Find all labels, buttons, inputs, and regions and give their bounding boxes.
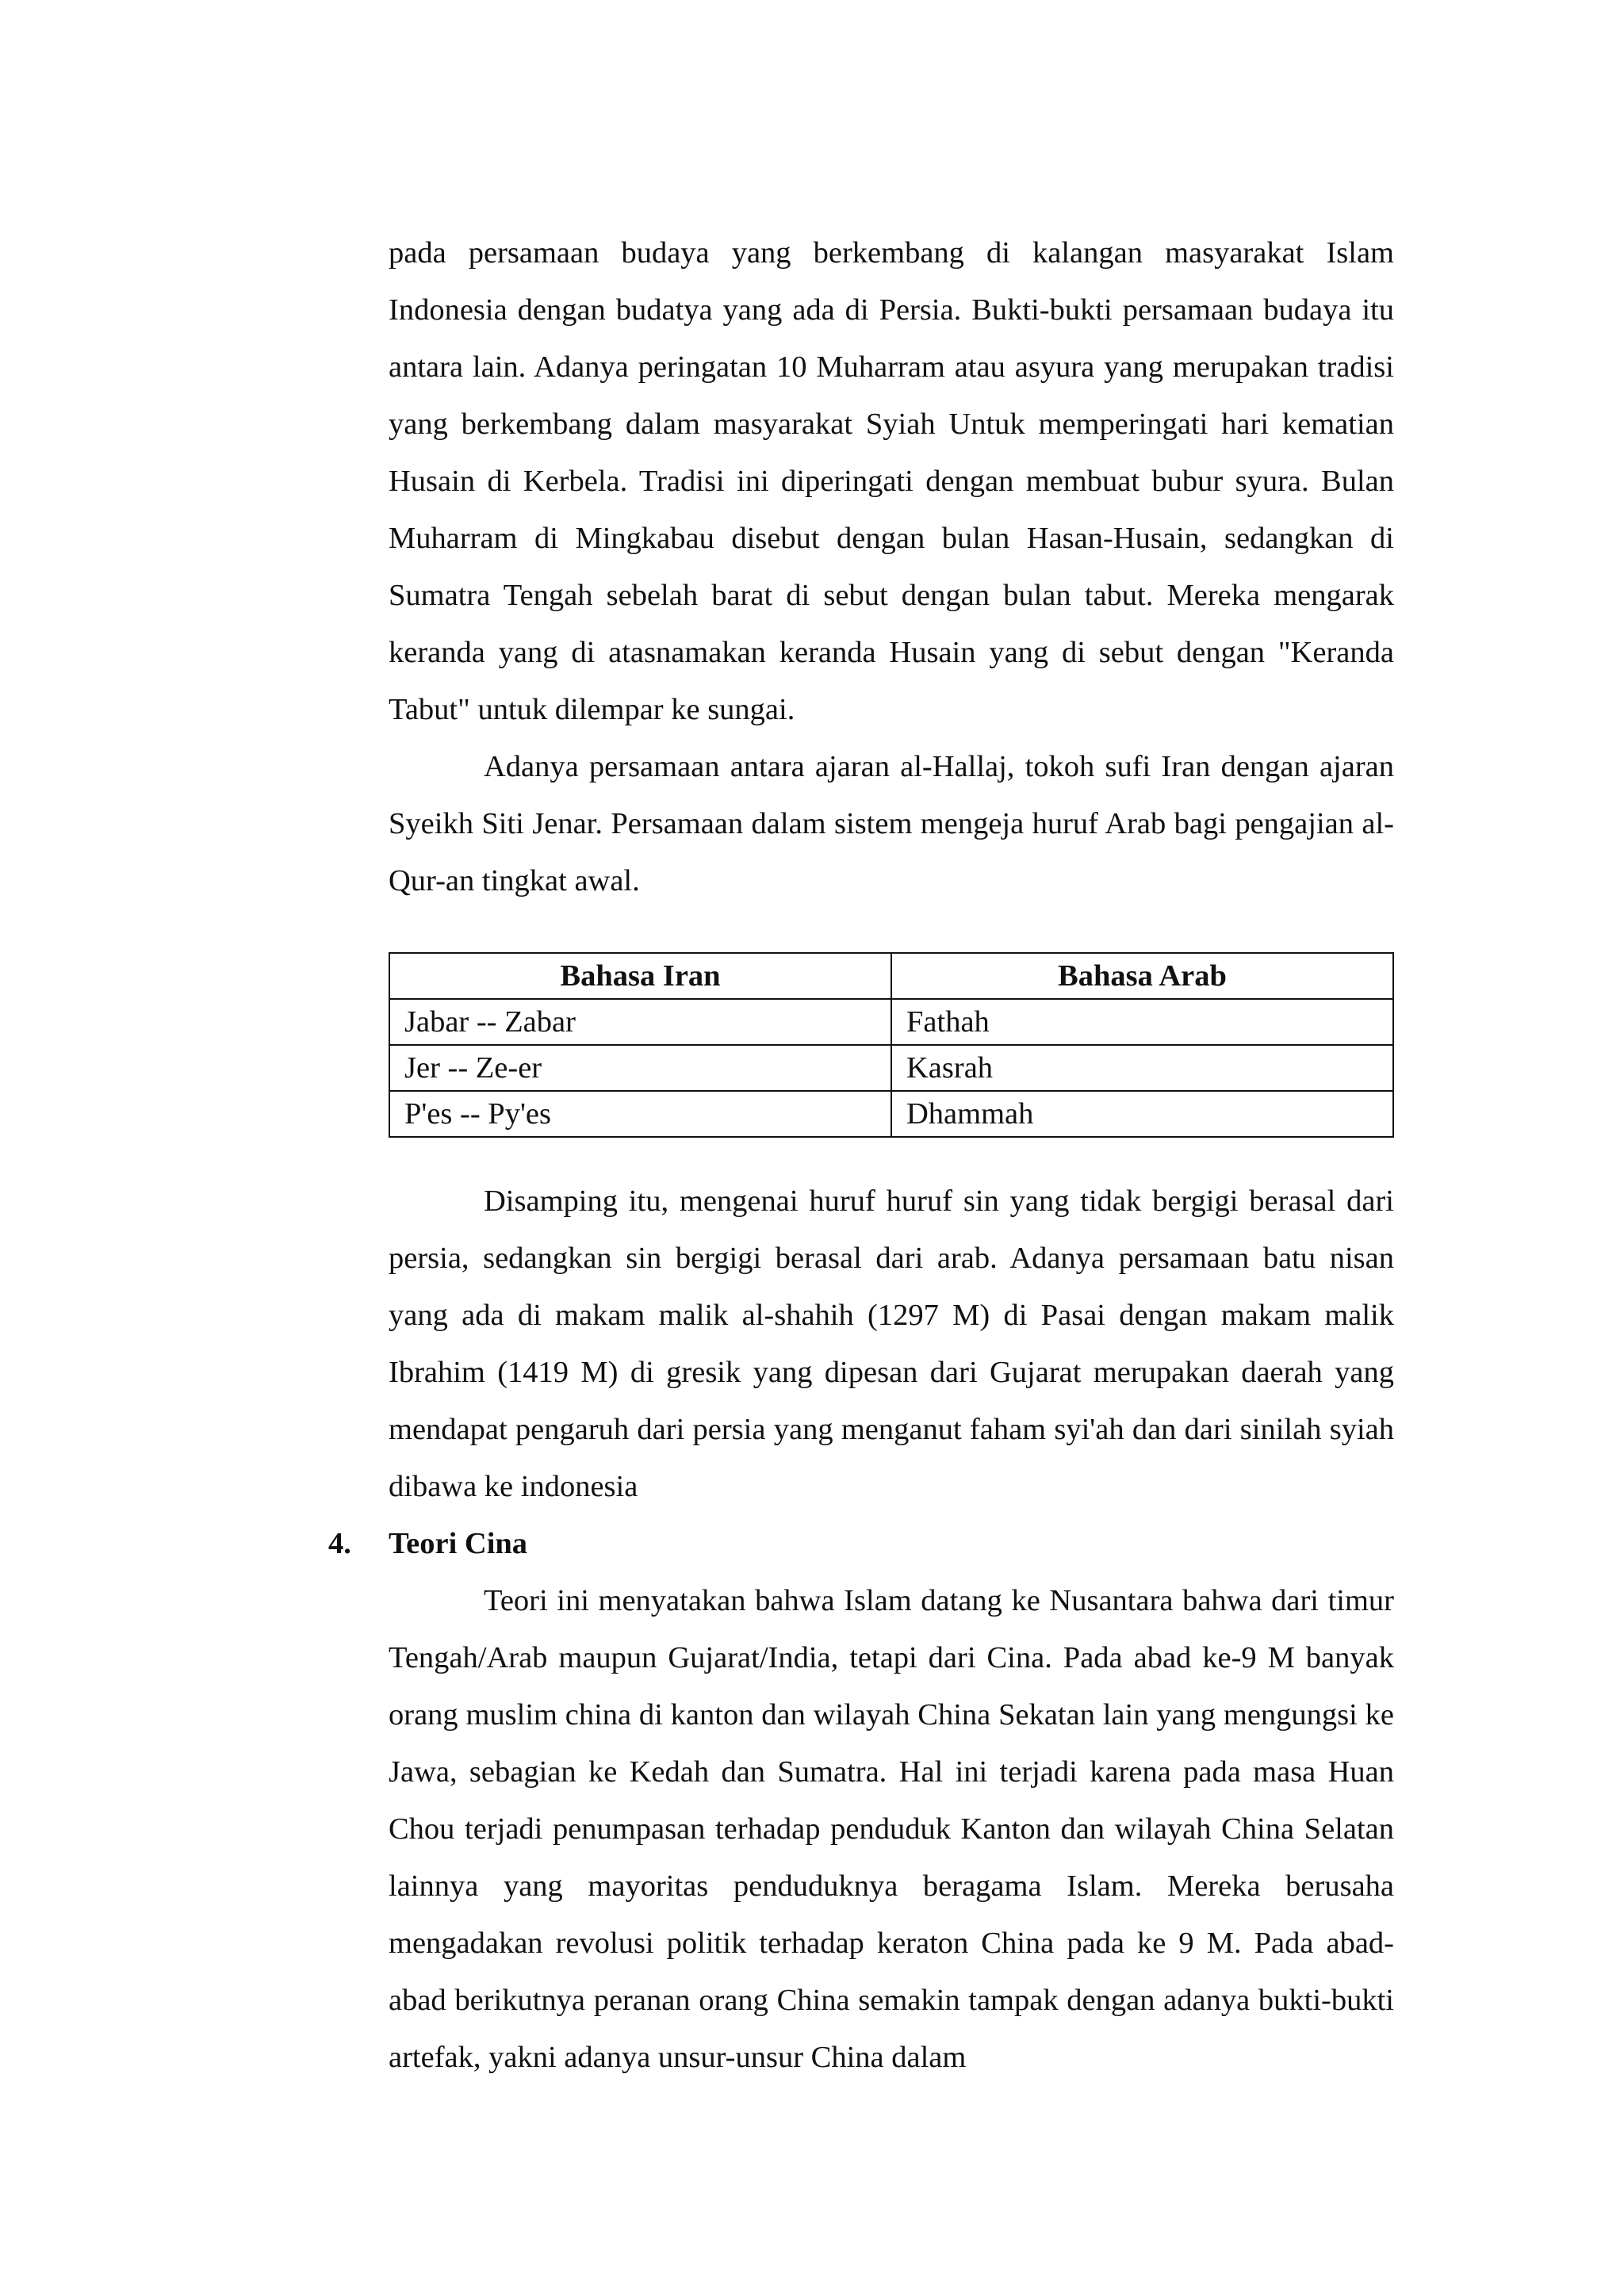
- table-row: [389, 1045, 1393, 1091]
- table-cell: Jabar -- Zabar: [389, 999, 891, 1045]
- paragraph-sin-letter: Disamping itu, mengenai huruf huruf sin yang tidak bergigi berasal dari persia, sedangkan sin bergigi berasal dari arab. Adanya persamaan batu nisan yang ada di makam malik al-shahih (1297 M) di Pasai dengan makam malik Ibrahim (1419 M) di gresik yang dipesan dari Gujarat merupakan daerah yang mendapat pengaruh dari persia yang menganut faham syi'ah dan dari sinilah syiah dibawa ke indonesia: [389, 1184, 1394, 1503]
- table: [389, 952, 1394, 1138]
- table-cell: P'es -- Py'es: [389, 1091, 891, 1137]
- paragraph-al-hallaj: Adanya persamaan antara ajaran al-Hallaj, tokoh sufi Iran dengan ajaran Syeikh Siti Jenar. Persamaan dalam sistem mengeja huruf Arab bagi pengajian al-Qur-an tingkat awal.: [389, 750, 1394, 897]
- table-cell: Dhammah: [891, 1091, 1393, 1137]
- paragraph-persian-culture: pada persamaan budaya yang berkembang di kalangan masyarakat Islam Indonesia dengan budatya yang ada di Persia. Bukti-bukti persamaan budaya itu antara lain. Adanya peringatan 10 Muharram atau asyura yang merupakan tradisi yang berkembang dalam masyarakat Syiah Untuk memperingati hari kematian Husain di Kerbela. Tradisi ini diperingati dengan membuat bubur syura. Bulan Muharram di Mingkabau disebut dengan bulan Hasan-Husain, sedangkan di Sumatra Tengah sebelah barat di sebut dengan bulan tabut. Mereka mengarak keranda yang di atasnamakan keranda Husain yang di sebut dengan "Keranda Tabut" untuk dilempar ke sungai.: [389, 236, 1394, 726]
- table-cell: Fathah: [891, 999, 1393, 1045]
- section-title: Teori Cina: [389, 1527, 528, 1560]
- column-header-bahasa-iran: Bahasa Iran: [389, 953, 891, 999]
- section-number: 4.: [328, 1527, 351, 1560]
- section-heading: [328, 1515, 1394, 1572]
- spelling-comparison-table: [389, 952, 1394, 1138]
- table-header-row: [389, 953, 1393, 999]
- table-cell: Jer -- Ze-er: [389, 1045, 891, 1091]
- table-row: [389, 1091, 1393, 1137]
- column-header-bahasa-arab: Bahasa Arab: [891, 953, 1393, 999]
- paragraph-teori-cina: Teori ini menyatakan bahwa Islam datang ke Nusantara bahwa dari timur Tengah/Arab maupun Gujarat/India, tetapi dari Cina. Pada abad ke-9 M banyak orang muslim china di kanton dan wilayah China Sekatan lain yang mengungsi ke Jawa, sebagian ke Kedah dan Sumatra. Hal ini terjadi karena pada masa Huan Chou terjadi penumpasan terhadap penduduk Kanton dan wilayah China Selatan lainnya yang mayoritas penduduknya beragama Islam. Mereka berusaha mengadakan revolusi politik terhadap keraton China pada ke 9 M. Pada abad-abad berikutnya peranan orang China semakin tampak dengan adanya bukti-bukti artefak, yakni adanya unsur-unsur China dalam: [389, 1584, 1394, 2074]
- table-row: [389, 999, 1393, 1045]
- table-cell: Kasrah: [891, 1045, 1393, 1091]
